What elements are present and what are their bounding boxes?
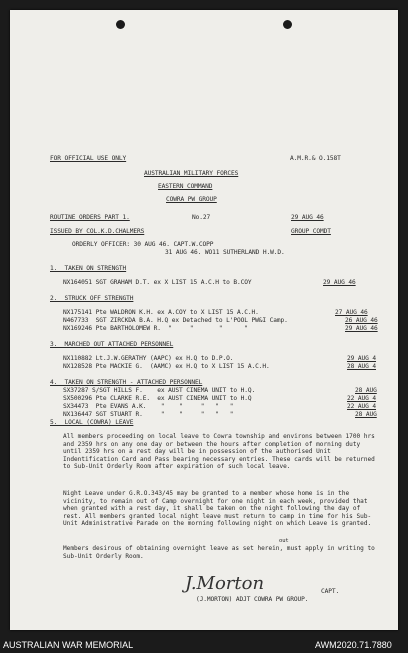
s4-line-4-date: 28 AUG (355, 411, 377, 418)
command-title: EASTERN COMMAND (158, 183, 213, 190)
footer-accession-number: AWM2020.71.7880 (315, 640, 392, 650)
s3-line-2: NX128528 Pte MACKIE G. (AAMC) ex H.Q to X LIST 15 A.C.H. (63, 363, 270, 370)
section-heading-1: 1. TAKEN ON STRENGTH (50, 265, 127, 272)
punch-hole-right (283, 20, 292, 29)
leave-paragraph-3: Members desirous of obtaining overnight leave as set herein, must apply in writing to Sub-Unit Orderly Room. (63, 545, 375, 560)
orderly-officer-line-2: 31 AUG 46. WO11 SUTHERLAND H.W.D. (165, 249, 285, 256)
handwritten-insert: out (279, 538, 289, 544)
leave-paragraph-1: All members proceeding on local leave to Cowra township and environs between 1700 hrs and 2359 hrs on any one day or between the hours after completion of morning duty until 2359 hrs on a rest day will be in possession of the authorised Unit Indentification Card and Pass bearing necessary entries. These cards will be returned to Sub-Unit Orderly Room after expiration of such local leave. (63, 433, 375, 471)
punch-hole-left (116, 20, 125, 29)
orders-part: ROUTINE ORDERS PART 1. (50, 214, 130, 221)
force-title: AUSTRALIAN MILITARY FORCES (144, 170, 239, 177)
s4-line-2: SX500296 Pte CLARKE R.E. ex AUST CINEMA UNIT to H.Q (63, 395, 252, 402)
s4-line-1-date: 28 AUG (355, 387, 377, 394)
s4-line-1: SX37287 S/SGT HILLS F. ex AUST CINEMA UNIT to H.Q. (63, 387, 256, 394)
section-heading-5: 5. LOCAL (COWRA) LEAVE (50, 419, 134, 426)
form-reference: A.M.R.& O.158T (290, 155, 341, 162)
s3-line-1-date: 29 AUG 4 (347, 355, 377, 362)
s4-line-3: SX34473 Pte EVANS A.K. " " " " " (63, 403, 234, 410)
group-comdt: GROUP COMDT (291, 228, 331, 235)
s2-line-1-date: 27 AUG 46 (335, 309, 368, 316)
s4-line-4: NX136447 SGT STUART R. " " " " " (63, 411, 234, 418)
s3-line-2-date: 28 AUG 4 (347, 363, 377, 370)
classification: FOR OFFICIAL USE ONLY (50, 155, 127, 162)
s1-line-1: NX164051 SGT GRAHAM D.T. ex X LIST 15 A.C.H to B.COY (63, 279, 252, 286)
orderly-officer-line-1: ORDERLY OFFICER: 30 AUG 46. CAPT.W.COPP (72, 241, 214, 248)
s2-line-2-date: 26 AUG 46 (345, 317, 378, 324)
orders-date: 29 AUG 46 (291, 214, 324, 221)
signature-block: (J.MORTON) ADJT COWRA PW GROUP. (196, 596, 309, 603)
s4-line-3-date: 22 AUG 4 (347, 403, 377, 410)
orders-number: No.27 (192, 214, 211, 221)
signature-rank: CAPT. (321, 588, 340, 595)
document-page (10, 10, 398, 630)
s2-line-2: N467733 SGT ZIRCKDA B.A. H.Q ex Detached to L'POOL PW&I Camp. (63, 317, 288, 324)
issued-by: ISSUED BY COL.K.D.CHALMERS (50, 228, 145, 235)
section-heading-4: 4. TAKEN ON STRENGTH - ATTACHED PERSONNEL (50, 379, 203, 386)
s3-line-1: NX110882 Lt.J.W.GERATHY (AAPC) ex H.Q to D.P.O. (63, 355, 234, 362)
section-heading-2: 2. STRUCK OFF STRENGTH (50, 295, 134, 302)
s2-line-3: NX169246 Pte BARTHOLOMEW R. " " " " (63, 325, 248, 332)
footer-institution: AUSTRALIAN WAR MEMORIAL (3, 640, 134, 650)
s4-line-2-date: 22 AUG 4 (347, 395, 377, 402)
section-heading-3: 3. MARCHED OUT ATTACHED PERSONNEL (50, 341, 174, 348)
s2-line-3-date: 29 AUG 46 (345, 325, 378, 332)
leave-paragraph-2: Night Leave under G.R.O.343/45 may be granted to a member whose home is in the vicinity, to remain out of Camp overnight for one night in each week, provided that when granted with a rest day, it shall be taken on the night following the day of rest. All members granted local night leave must return to camp in time for his Sub-Unit Administrative Parade on the morning following night on which Leave is granted. (63, 490, 372, 528)
s2-line-1: NX175141 Pte WALDRON K.H. ex A.COY to X LIST 15 A.C.H. (63, 309, 259, 316)
signature: J.Morton (185, 573, 265, 594)
s1-line-1-date: 29 AUG 46 (323, 279, 356, 286)
group-title: COWRA PW GROUP (166, 196, 217, 203)
